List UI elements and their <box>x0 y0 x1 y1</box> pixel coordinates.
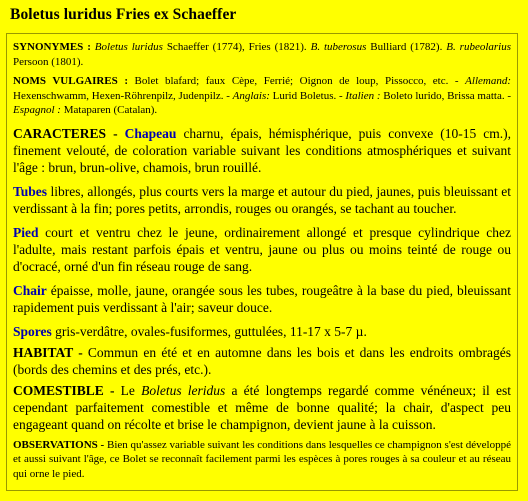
noms-label: NOMS VULGAIRES : <box>13 75 128 87</box>
caracteres-text: charnu, épais, hémisphérique, puis convexe (10-15 cm.), finement velouté, de coloration variable suivant les conditions atmosphériques et suivant l'âge : brun, brun-olive, chamois, brun rouillé. <box>13 125 512 175</box>
habitat-text: Commun en été et en automne dans les bois et dans les endroits ombragés (bords des chemins et des prés, etc.). <box>13 344 511 377</box>
noms-text: Mataparen (Catalan). <box>60 104 158 116</box>
language-label: Espagnol : <box>13 104 61 116</box>
habitat-label: HABITAT - <box>13 344 83 360</box>
synonym-name: B. rubeolarius <box>446 41 511 53</box>
spores-text: gris-verdâtre, ovales-fusiformes, guttulées, 11-17 x 5-7 µ. <box>51 323 367 339</box>
spores-keyword: Spores <box>13 323 52 339</box>
chair-keyword: Chair <box>13 282 47 298</box>
synonymes-label: SYNONYMES : <box>13 41 91 53</box>
comestible-text: Le <box>114 382 142 398</box>
comestible-text: a été longtemps regardé comme vénéneux; il est cependant parfaitement comestible et même de bonne qualité; la chair, d'aspect peu engageant quand on récolte et brise le champignon, devient jaune à la cuisson. <box>13 382 511 432</box>
description-box <box>6 33 518 491</box>
synonym-name: Boletus luridus <box>94 41 163 53</box>
noms-text: Bolet blafard; faux Cèpe, Ferrié; Oignon de loup, Pissocco, etc. - <box>128 75 466 87</box>
noms-text: Boleto lurido, Brissa matta. - <box>380 89 511 102</box>
noms-text: Hexenschwamm, Hexen-Röhrenpilz, Judenpilz. - <box>13 89 233 102</box>
tubes-text: libres, allongés, plus courts vers la marge et autour du pied, jaunes, puis bleuissant et verdissant à la fin; pores petits, arrondis, rouges ou orangés, se tachant au toucher. <box>13 183 511 216</box>
page-title: Boletus luridus Fries ex Schaeffer <box>10 6 237 23</box>
habitat-paragraph <box>13 344 511 378</box>
language-label: Italien : <box>345 89 381 102</box>
observations-label: OBSERVATIONS - <box>13 438 105 451</box>
chapeau-keyword: Chapeau <box>124 125 177 141</box>
pied-paragraph <box>13 224 511 275</box>
synonymes-paragraph <box>13 40 511 69</box>
chair-text: épaisse, molle, jaune, orangée sous les tubes, rougeâtre à la base du pied, bleuissant rapidement puis verdissant à l'air; saveur douce. <box>13 282 511 315</box>
language-label: Anglais: <box>232 89 270 102</box>
spores-paragraph <box>13 323 511 340</box>
comestible-paragraph <box>13 382 511 433</box>
chair-paragraph <box>13 282 511 316</box>
synonymes-text: Schaeffer (1774), Fries (1821). <box>162 41 311 53</box>
caracteres-paragraph <box>13 125 511 176</box>
species-name: Boletus leridus <box>141 382 226 398</box>
synonymes-text: Bulliard (1782). <box>366 41 447 53</box>
noms-paragraph <box>13 74 511 118</box>
observations-text: Bien qu'assez variable suivant les conditions dans lesquelles ce champignon s'est développé et aussi suivant l'âge, ce Bolet se reconnaît facilement parmi les espèces à pores rouges à sa couleur et au réseau qui orne le pied. <box>13 438 511 480</box>
observations-paragraph <box>13 438 511 482</box>
language-label: Allemand: <box>465 75 511 87</box>
synonym-name: B. tuberosus <box>310 41 367 53</box>
comestible-label: COMESTIBLE - <box>13 382 115 398</box>
tubes-paragraph <box>13 183 511 217</box>
noms-text: Lurid Boletus. - <box>269 89 346 102</box>
tubes-keyword: Tubes <box>13 183 48 199</box>
pied-keyword: Pied <box>13 224 39 240</box>
synonymes-text: Persoon (1801). <box>13 55 84 68</box>
pied-text: court et ventru chez le jeune, ordinairement allongé et presque cylindrique chez l'adulte, mais restant parfois épais et ventru, jaune ou plus ou moins teinté de rouge ou d'ocracé, orné d'un fin réseau rouge de sang. <box>13 224 511 274</box>
caracteres-label: CARACTERES - <box>13 125 118 141</box>
